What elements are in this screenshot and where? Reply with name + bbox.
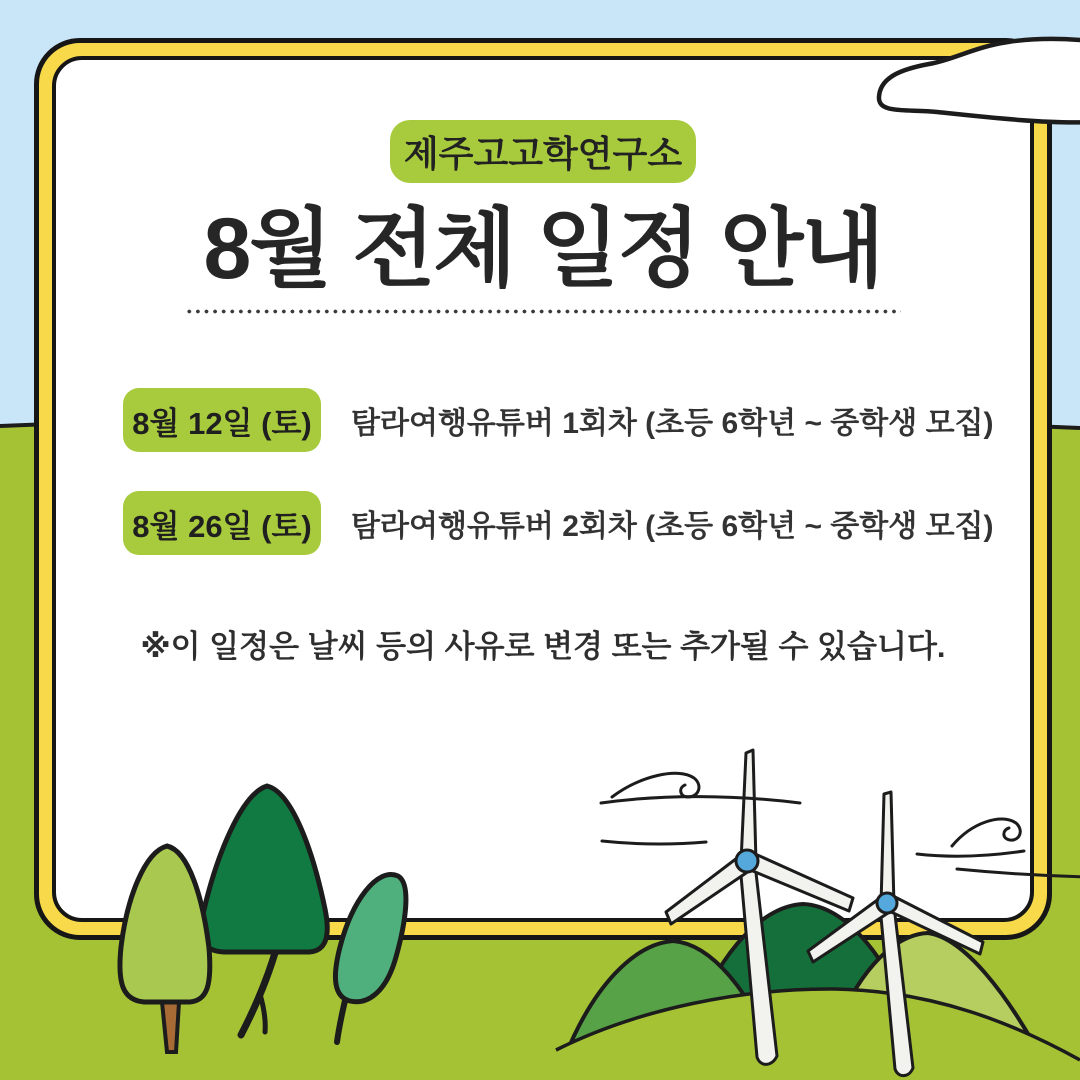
card-inner — [52, 56, 1034, 922]
page-title: 8월 전체 일정 안내 — [203, 201, 883, 297]
note-text: ※이 일정은 날씨 등의 사유로 변경 또는 추가될 수 있습니다. — [140, 629, 946, 664]
schedule-description: 탐라여행유튜버 1회차 (초등 6학년 ~ 중학생 모집) — [351, 407, 994, 440]
date-label: 8월 12일 (토) — [132, 405, 312, 441]
schedule-row — [123, 491, 994, 555]
org-badge-label: 제주고고학연구소 — [403, 133, 683, 174]
dotted-divider — [185, 309, 901, 314]
date-badge — [123, 491, 321, 555]
date-label: 8월 26일 (토) — [132, 508, 312, 544]
schedule-row — [123, 388, 994, 452]
date-badge — [123, 388, 321, 452]
schedule-description: 탐라여행유튜버 2회차 (초등 6학년 ~ 중학생 모집) — [351, 510, 994, 543]
org-badge — [390, 120, 696, 183]
schedule-card — [34, 38, 1052, 940]
